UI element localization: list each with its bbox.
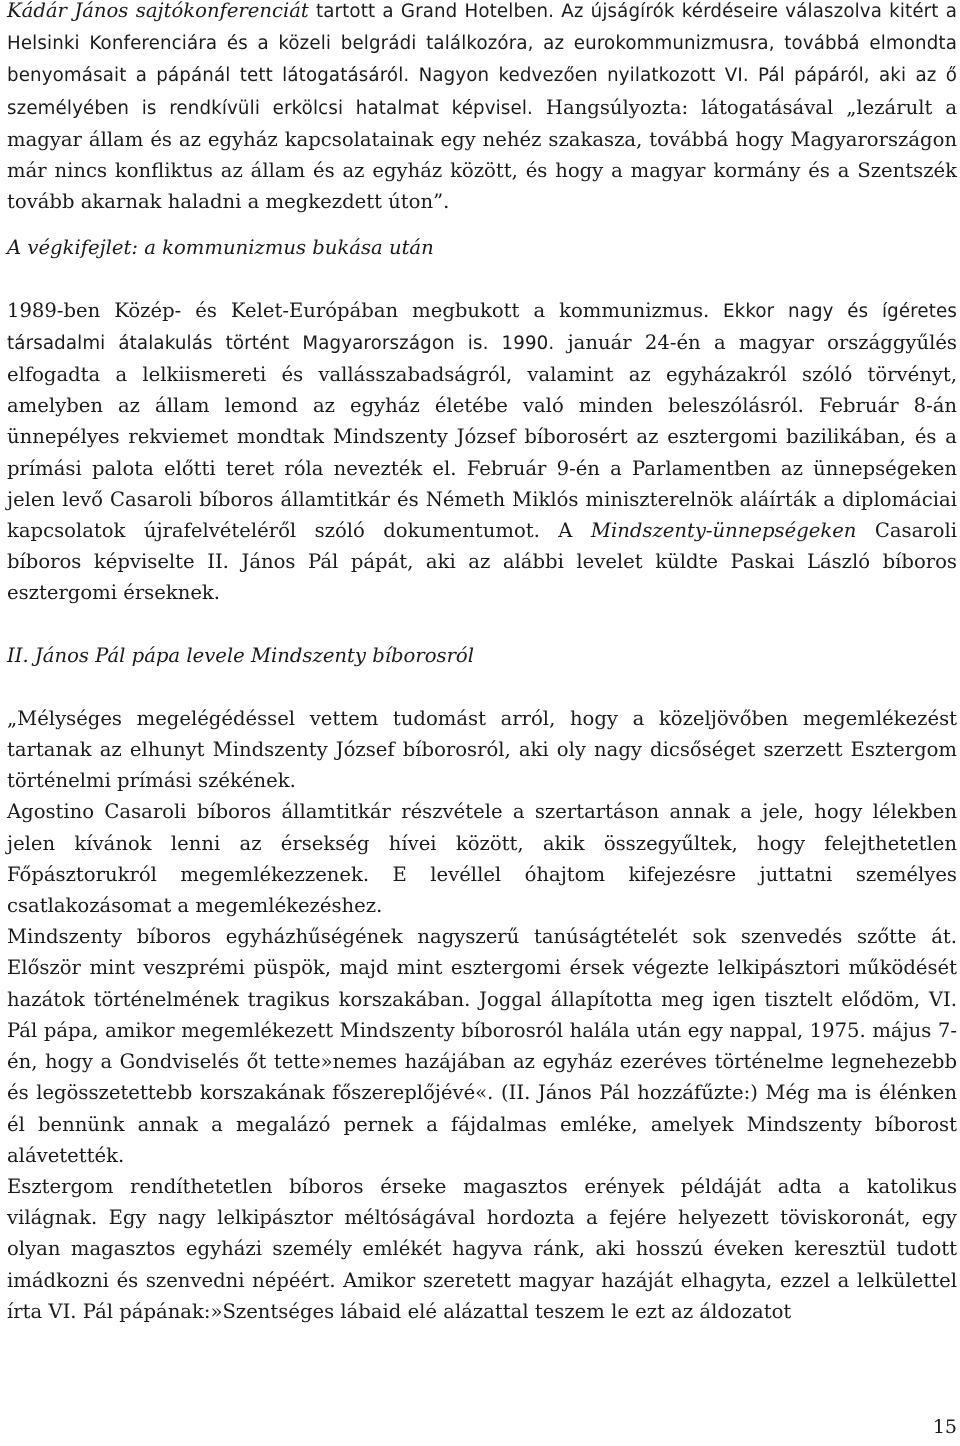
letter-paragraph: „Mélységes megelégédéssel vettem tudomást arról, hogy a közeljövőben megemlékezést tartanak az elhunyt Mindszenty József bíborosról, aki oly nagy dicsőséget szerzett Esztergom történelmi prímási székének. [7,706,957,793]
history-paragraph [7,295,957,609]
intro-quote-text: Hangsúlyozta: látogatásával „lezárult a magyar állam és az egyház kapcsolatainak egy nehéz szakasza, továbbá hogy Magyarországon már nincs konfliktus az állam és az egyház között, és hogy a magyar kormány és a Szentszék tovább akarnak haladni a megkezdett úton”. [7,95,957,214]
history-text-3: Casaroli bíboros képviselte II. János Pál pápát, aki az alábbi levelet küldte Paskai László bíboros esztergomi érseknek. [7,519,957,605]
section-heading: A végkifejlet: a kommunizmus bukása után [7,236,434,260]
letter-heading: II. János Pál pápa levele Mindszenty bíborosról [7,643,474,667]
letter-paragraph: Mindszenty bíboros egyházhűségének nagyszerű tanúságtételét sok szenvedés szőtte át. Először mint veszprémi püspök, majd mint esztergomi érsek végezte lelkipásztori működését hazátok történelmének tragikus korszakában. Joggal állapította meg igen tisztelt elődöm, VI. Pál pápa, amikor megemlékezett Mindszenty bíborosról halála után egy nappal, 1975. május 7-én, hogy a Gondviselés őt tette»nemes hazájában az egyház ezeréves történelme legnehezebb és legösszetettebb korszakának főszereplőjévé«. (II. János Pál hozzáfűzte:) Még ma is élénken él bennünk annak a megalázó pernek a fájdalmas emléke, amelyek Mindszenty bíborost alávetették. [7,925,957,1167]
intro-sans-text: tartott a Grand Hotelben. Az újságírók kérdéseire válaszolva kitért a Helsinki Konferenciára és a közeli belgrádi találkozóra, az eurokommunizmusra, továbbá elmondta benyomásait a pápánál tett látogatásáról. Nagyon kedvezően nyilatkozott VI. Pál pápáról, aki az ő személyében is rendkívüli erkölcsi hatalmat képvisel. [7,1,957,119]
history-italic-term: Mindszenty-ünnepségeken [590,519,857,543]
intro-paragraph [7,0,957,217]
intro-italic-phrase: Kádár János sajtókonferenciát [7,0,309,22]
history-sans-text: Ekkor nagy és ígéretes társadalmi átalakulás történt Magyarországon is. 1990. [7,300,957,354]
history-text-1: 1989-ben Közép- és Kelet-Európában megbukott a kommunizmus. [7,298,710,322]
document-page [7,0,957,1327]
page-number: 15 [932,1416,957,1438]
letter-paragraph: Agostino Casaroli bíboros államtitkár részvétele a szertartáson annak a jele, hogy lélekben jelen kívánok lenni az érsekség hívei között, akik összegyűltek, hogy felejthetetlen Főpásztorukról megemlékezzenek. E levéllel óhajtom kifejezésre juttatni személyes csatlakozásomat a megemlékezéshez. [7,800,957,918]
history-text-2: január 24-én a magyar országgyűlés elfogadta a lelkiismereti és vallásszabadságról, valamint az egyházakról szóló törvényt, amelyben az állam lemond az egyház életébe való minden beleszólásról. Február 8-án ünnepélyes rekviemet mondtak Mindszenty József bíborosért az esztergomi bazilikában, és a prímási palota előtti teret róla nevezték el. Február 9-én a Parlamentben az ünnepségeken jelen levő Casaroli bíboros államtitkár és Németh Miklós miniszterelnök aláírták a diplomáciai kapcsolatok újrafelvételéről szóló dokumentumot. A [7,330,957,543]
letter-paragraph: Esztergom rendíthetetlen bíboros érseke magasztos erények példáját adta a katolikus világnak. Egy nagy lelkipásztor méltóságával hordozta a fejére helyezett töviskoronát, egy olyan magasztos egyházi személy emlékét hagyva ránk, aki hosszú éveken keresztül tudott imádkozni és szenvedni népéért. Amikor szeretett magyar hazáját elhagyta, ezzel a lelkülettel írta VI. Pál pápának:»Szentséges lábaid elé alázattal teszem le ezt az áldozatot [7,1174,957,1323]
